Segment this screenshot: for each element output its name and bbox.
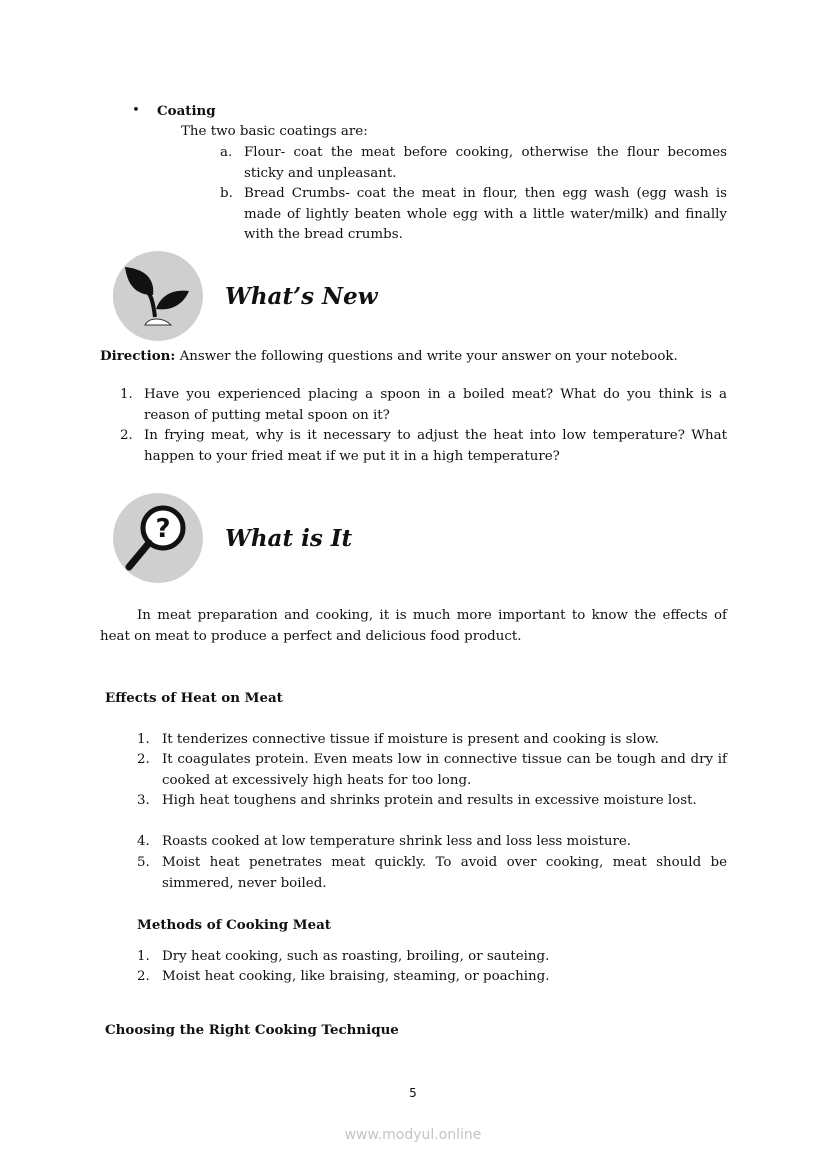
list-text: Dry heat cooking, such as roasting, broiling, or sauteing.: [162, 949, 550, 964]
plant-sprout-icon: [113, 251, 203, 341]
list-text: Roasts cooked at low temperature shrink less and loss less moisture.: [162, 834, 632, 849]
coating-heading: Coating: [157, 103, 216, 119]
methods-heading: Methods of Cooking Meat: [137, 917, 331, 933]
effects-heading: Effects of Heat on Meat: [105, 690, 283, 706]
list-marker: a.: [220, 145, 233, 160]
list-marker: 1.: [120, 387, 133, 402]
list-marker: 2.: [137, 969, 150, 984]
list-text: Bread Crumbs- coat the meat in flour, then egg wash (egg wash is made of lightly beaten whole egg with a little water/milk) and finally with the bread crumbs.: [244, 186, 727, 243]
question-text: Have you experienced placing a spoon in a boiled meat? What do you think is a reason of putting metal spoon on it?: [144, 387, 727, 423]
list-text: Moist heat cooking, like braising, steaming, or poaching.: [162, 969, 550, 984]
what-is-it-title: What is It: [225, 525, 353, 552]
list-marker: b.: [220, 186, 233, 201]
list-text: It tenderizes connective tissue if moisture is present and cooking is slow.: [162, 732, 660, 747]
whats-new-title: What’s New: [225, 283, 378, 310]
magnifier-question-icon: [113, 493, 203, 583]
list-marker: 1.: [137, 949, 150, 964]
list-marker: 3.: [137, 793, 150, 808]
list-text: High heat toughens and shrinks protein and results in excessive moisture lost.: [162, 793, 697, 808]
list-marker: 5.: [137, 855, 150, 870]
intro-paragraph: In meat preparation and cooking, it is much more important to know the effects of heat on meat to produce a perfect and delicious food product.: [100, 608, 727, 644]
direction-text: Answer the following questions and write your answer on your notebook.: [175, 349, 678, 364]
list-text: It coagulates protein. Even meats low in connective tissue can be tough and dry if cooked at excessively high heats for too long.: [162, 752, 727, 788]
coating-intro: The two basic coatings are:: [181, 124, 368, 139]
direction-label: Direction:: [100, 348, 176, 364]
list-text: Flour- coat the meat before cooking, otherwise the flour becomes sticky and unpleasant.: [244, 145, 727, 181]
bullet: •: [132, 103, 140, 118]
choosing-heading: Choosing the Right Cooking Technique: [105, 1022, 399, 1038]
page-number: 5: [409, 1086, 417, 1100]
list-marker: 1.: [137, 732, 150, 747]
question-text: In frying meat, why is it necessary to adjust the heat into low temperature? What happen to your fried meat if we put it in a high temperature?: [144, 428, 727, 464]
list-text: Moist heat penetrates meat quickly. To avoid over cooking, meat should be simmered, never boiled.: [162, 855, 727, 891]
svg-text:?: ?: [155, 514, 171, 544]
list-marker: 2.: [120, 428, 133, 443]
list-marker: 2.: [137, 752, 150, 767]
direction: [100, 346, 678, 368]
watermark: www.modyul.online: [344, 1127, 482, 1143]
list-marker: 4.: [137, 834, 150, 849]
